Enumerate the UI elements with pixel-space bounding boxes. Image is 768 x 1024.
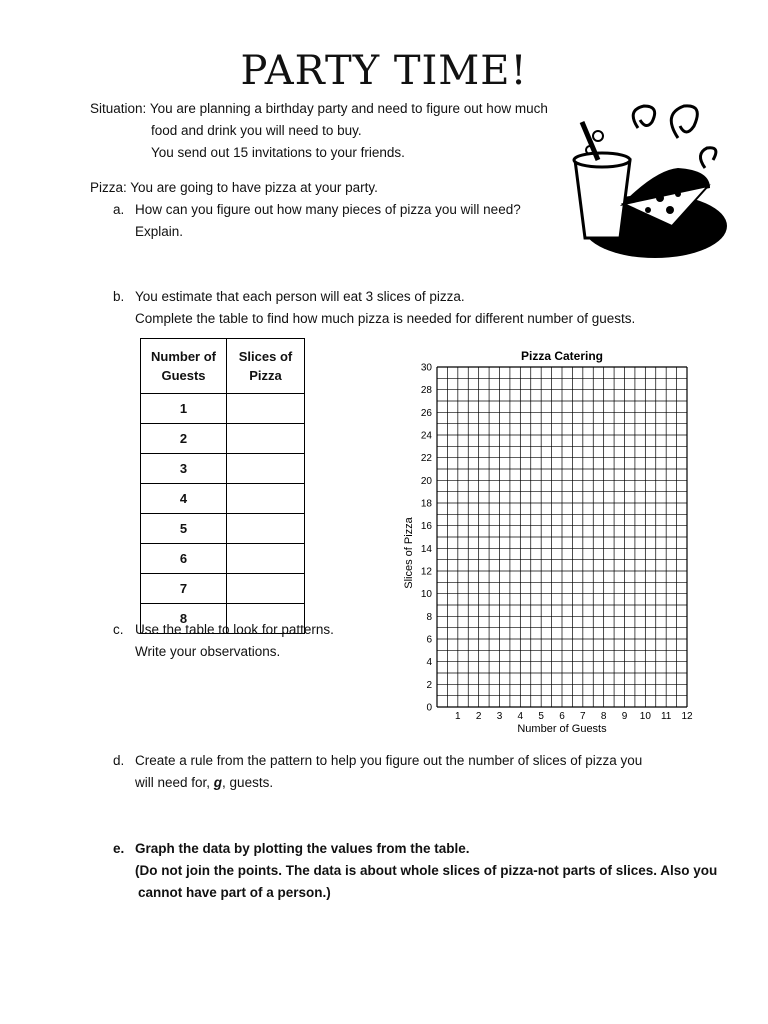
y-tick-label: 10 (420, 589, 432, 601)
question-d-line2-post: , guests. (222, 775, 274, 790)
y-tick-label: 30 (420, 362, 432, 374)
slices-answer-cell[interactable] (227, 544, 305, 574)
y-tick-label: 26 (420, 407, 432, 419)
pizza-intro: Pizza: You are going to have pizza at your party. (90, 180, 378, 195)
question-d (113, 750, 642, 772)
slices-answer-cell[interactable] (227, 454, 305, 484)
table-row (141, 454, 305, 484)
question-a (113, 199, 521, 221)
y-tick-label: 6 (426, 634, 432, 646)
table-header-row (141, 339, 305, 394)
x-tick-label: 12 (681, 711, 693, 722)
x-tick-label: 1 (455, 711, 461, 722)
x-tick-label: 6 (559, 711, 565, 722)
table-row (141, 574, 305, 604)
question-letter: a. (113, 202, 125, 217)
x-tick-label: 7 (580, 711, 586, 722)
pizza-catering-chart[interactable] (395, 340, 705, 740)
x-tick-label: 2 (475, 711, 482, 722)
guest-count-cell: 3 (141, 454, 227, 484)
y-tick-label: 14 (420, 543, 432, 555)
question-c-line1: Use the table to look for patterns. (135, 622, 334, 637)
guest-count-cell: 2 (141, 424, 227, 454)
table-row (141, 484, 305, 514)
guests-slices-table (140, 338, 305, 634)
question-a-line2: Explain. (135, 224, 184, 239)
guest-count-cell: 6 (141, 544, 227, 574)
table-row (141, 544, 305, 574)
guest-count-cell: 8 (141, 604, 227, 634)
situation-line2: food and drink you will need to buy. (151, 123, 362, 138)
table-row (141, 514, 305, 544)
x-tick-label: 4 (517, 711, 524, 722)
question-d-line1: Create a rule from the pattern to help you figure out the number of slices of pizza you (135, 753, 643, 768)
x-axis-ticks (455, 711, 693, 722)
situation-label: Situation: (90, 101, 147, 116)
question-d-line2 (135, 772, 273, 794)
variable-g: g (213, 775, 223, 790)
header-number-of-guests: Number of Guests (141, 339, 227, 394)
y-axis-ticks (421, 363, 433, 714)
situation-line1 (90, 98, 548, 120)
question-letter: e. (113, 841, 125, 856)
chart-grid (437, 367, 687, 707)
question-c (113, 619, 334, 641)
y-tick-label: 24 (420, 430, 432, 442)
y-tick-label: 16 (420, 521, 432, 533)
x-tick-label: 10 (639, 711, 651, 722)
y-tick-label: 28 (420, 385, 432, 397)
question-e (113, 838, 470, 860)
x-tick-label: 5 (538, 711, 544, 722)
y-tick-label: 0 (426, 702, 432, 714)
x-tick-label: 8 (600, 711, 607, 722)
question-c-line2: Write your observations. (135, 644, 281, 659)
situation-line3: You send out 15 invitations to your friends. (151, 145, 405, 160)
y-tick-label: 12 (420, 566, 432, 578)
question-e-line2: (Do not join the points. The data is about whole slices of pizza-not parts of slices. Also you (135, 863, 718, 878)
x-tick-label: 3 (496, 711, 503, 722)
slices-answer-cell[interactable] (227, 484, 305, 514)
guest-count-cell: 1 (141, 394, 227, 424)
guest-count-cell: 4 (141, 484, 227, 514)
page-title: PARTY TIME! (240, 48, 528, 94)
question-letter: c. (113, 622, 124, 637)
y-tick-label: 20 (420, 475, 432, 487)
table-row (141, 394, 305, 424)
slices-answer-cell[interactable] (227, 574, 305, 604)
header-slices-of-pizza: Slices of Pizza (227, 339, 305, 394)
situation-text-1: You are planning a birthday party and need to figure out how much (149, 101, 548, 116)
x-tick-label: 9 (621, 711, 628, 722)
slices-answer-cell[interactable] (227, 514, 305, 544)
slices-answer-cell[interactable] (227, 394, 305, 424)
slices-answer-cell[interactable] (227, 424, 305, 454)
y-tick-label: 22 (420, 453, 432, 465)
question-e-line3: cannot have part of a person.) (138, 885, 331, 900)
question-letter: d. (113, 753, 125, 768)
question-d-line2-pre: will need for, (135, 775, 214, 790)
question-a-line1: How can you figure out how many pieces of pizza you will need? (135, 202, 521, 217)
chart-title: Pizza Catering (520, 349, 604, 363)
y-tick-label: 2 (426, 679, 432, 691)
y-tick-label: 8 (426, 611, 432, 623)
table-row (141, 424, 305, 454)
y-tick-label: 4 (426, 657, 432, 669)
x-axis-label: Number of Guests (517, 723, 607, 735)
x-tick-label: 11 (660, 711, 672, 722)
question-b-line2: Complete the table to find how much pizza is needed for different number of guests. (135, 311, 636, 326)
question-letter: b. (113, 289, 125, 304)
question-b (113, 286, 465, 308)
y-axis-label: Slices of Pizza (403, 517, 415, 589)
guest-count-cell: 5 (141, 514, 227, 544)
question-e-line1: Graph the data by plotting the values from the table. (135, 841, 470, 856)
y-tick-label: 18 (420, 498, 432, 510)
guest-count-cell: 7 (141, 574, 227, 604)
question-b-line1: You estimate that each person will eat 3 slices of pizza. (135, 289, 465, 304)
pizza-and-drink-clipart (560, 98, 730, 268)
